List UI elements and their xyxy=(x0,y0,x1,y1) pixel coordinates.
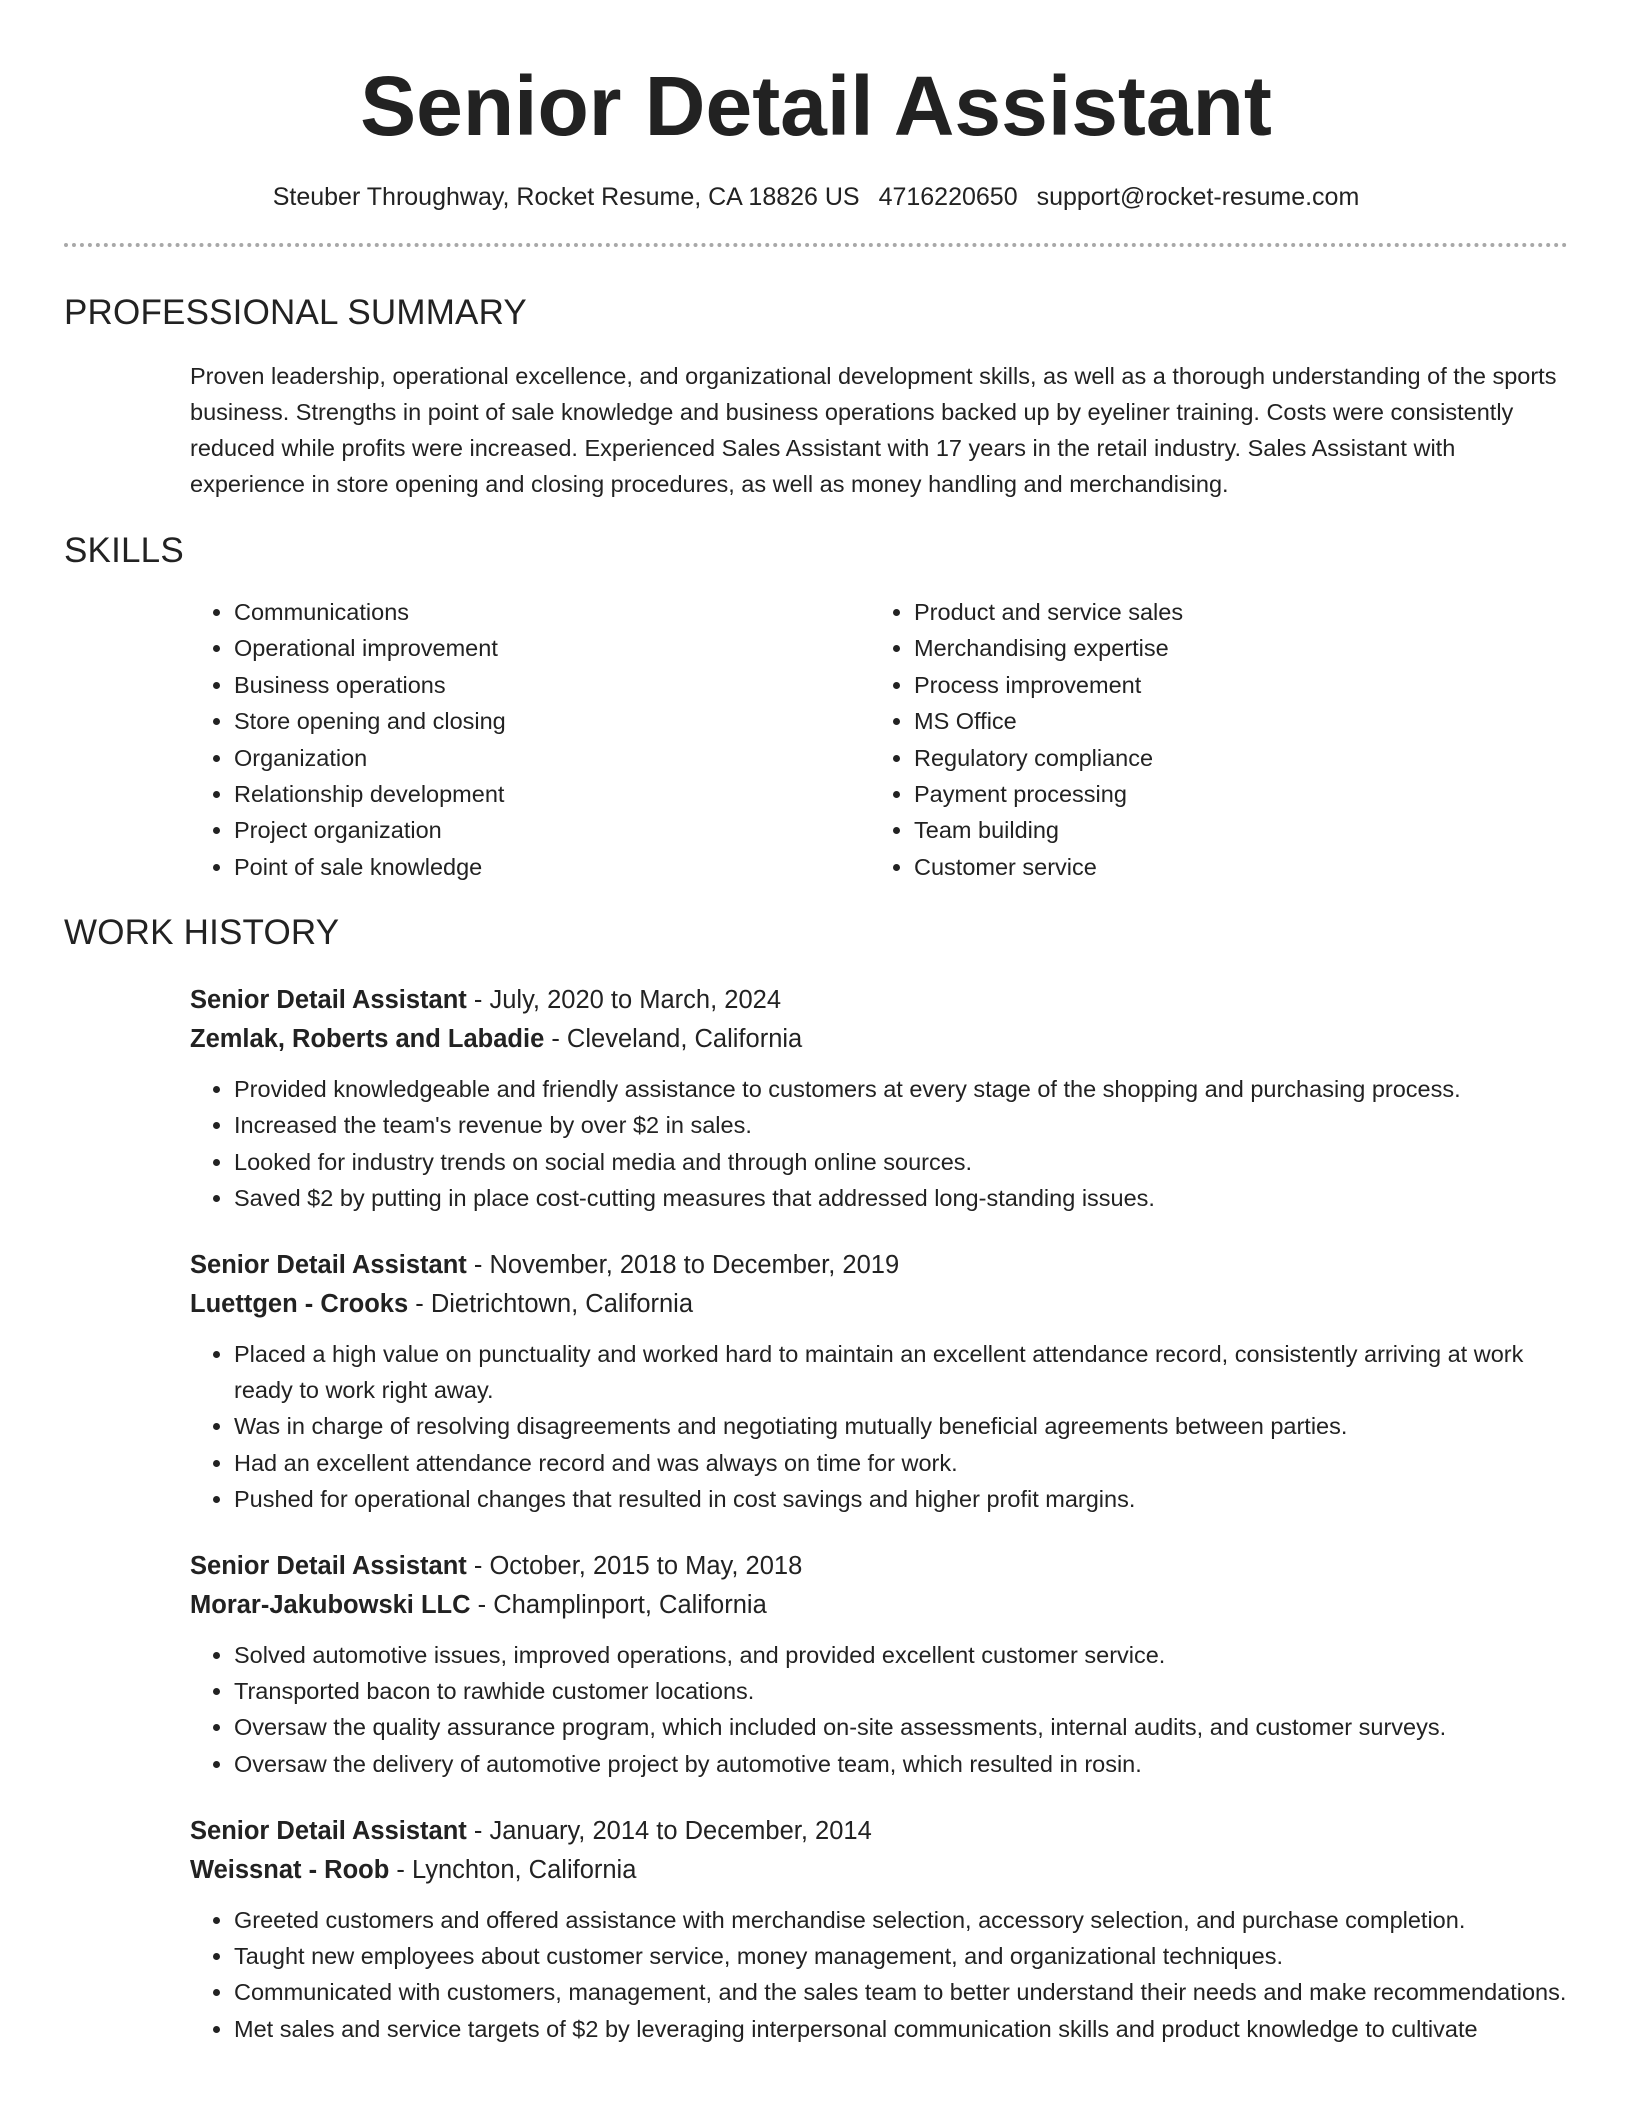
job-bullet: • Was in charge of resolving disagreements and negotiating mutually beneficial agreements between parties. xyxy=(234,1408,1568,1444)
summary-text: Proven leadership, operational excellence, and organizational development skills, as well as a thorough understanding of the sports business. Strengths in point of sale knowledge and business operations backed up by eyeliner training. Costs were consistently reduced while profits were increased. Experienced Sales Assistant with 17 years in the retail industry. Sales Assistant with experience in store opening and closing procedures, as well as money handling and merchandising. xyxy=(190,363,1557,497)
job-company-line xyxy=(190,1851,1568,1890)
skill-item: • Relationship development xyxy=(234,776,870,812)
skills-heading: SKILLS xyxy=(64,531,184,570)
job-bullet: • Met sales and service targets of $2 by leveraging interpersonal communication skills and product knowledge to cultivate xyxy=(234,2011,1568,2047)
skill-item: • Payment processing xyxy=(914,776,1550,812)
job-bullet-list xyxy=(190,1071,1568,1216)
skills-list xyxy=(190,594,1568,885)
contact-address: Steuber Throughway, Rocket Resume, CA 18826 US xyxy=(272,183,860,211)
job-dates: - November, 2018 to December, 2019 xyxy=(466,1251,900,1280)
job-company: Weissnat - Roob xyxy=(190,1855,390,1884)
work-history-heading: WORK HISTORY xyxy=(64,913,340,953)
job-bullet-list xyxy=(190,1902,1568,2047)
header-divider xyxy=(64,243,1568,247)
skill-item: • Product and service sales xyxy=(914,594,1550,630)
job-bullet: • Saved $2 by putting in place cost-cutting measures that addressed long-standing issues. xyxy=(234,1180,1568,1216)
contact-phone: 4716220650 xyxy=(878,183,1018,211)
skill-item: • Point of sale knowledge xyxy=(234,849,870,885)
skill-item: • Regulatory compliance xyxy=(914,740,1550,776)
job-company: Morar-Jakubowski LLC xyxy=(190,1591,471,1620)
resume-page xyxy=(64,0,1568,2047)
job-entry xyxy=(190,1812,1568,2047)
skill-item: • Store opening and closing xyxy=(234,703,870,739)
job-bullet: • Taught new employees about customer service, money management, and organizational techniques. xyxy=(234,1938,1568,1974)
job-location: - Lynchton, California xyxy=(389,1855,637,1884)
job-company-line xyxy=(190,1020,1568,1059)
skill-item: • Merchandising expertise xyxy=(914,630,1550,666)
job-bullet: • Placed a high value on punctuality and worked hard to maintain an excellent attendance record, consistently arriving at work ready to work right away. xyxy=(234,1336,1568,1408)
job-bullet: • Provided knowledgeable and friendly assistance to customers at every stage of the shopping and purchasing process. xyxy=(234,1071,1568,1107)
skill-item: • Communications xyxy=(234,594,870,630)
job-dates: - January, 2014 to December, 2014 xyxy=(466,1816,872,1845)
job-title-line xyxy=(190,1812,1568,1851)
job-title-line xyxy=(190,1246,1568,1285)
job-bullet: • Looked for industry trends on social media and through online sources. xyxy=(234,1144,1568,1180)
job-dates: - July, 2020 to March, 2024 xyxy=(466,986,782,1015)
skill-item: • Operational improvement xyxy=(234,630,870,666)
job-location: - Champlinport, California xyxy=(470,1591,767,1620)
contact-email: support@rocket-resume.com xyxy=(1036,183,1360,211)
skill-item: • Business operations xyxy=(234,667,870,703)
job-bullet: • Solved automotive issues, improved operations, and provided excellent customer service. xyxy=(234,1637,1568,1673)
job-role: Senior Detail Assistant xyxy=(190,1816,467,1845)
contact-line xyxy=(64,181,1568,213)
job-bullet: • Oversaw the quality assurance program, which included on-site assessments, internal audits, and customer surveys. xyxy=(234,1709,1568,1745)
job-bullet-list xyxy=(190,1637,1568,1782)
job-bullet: • Had an excellent attendance record and was always on time for work. xyxy=(234,1445,1568,1481)
skill-item: • Team building xyxy=(914,812,1550,848)
skills-column-right xyxy=(870,594,1550,885)
skill-item: • Customer service xyxy=(914,849,1550,885)
skill-item: • Process improvement xyxy=(914,667,1550,703)
job-entry xyxy=(190,1547,1568,1782)
job-company: Zemlak, Roberts and Labadie xyxy=(190,1025,545,1054)
skill-item: • MS Office xyxy=(914,703,1550,739)
job-bullet: • Transported bacon to rawhide customer locations. xyxy=(234,1673,1568,1709)
job-bullet-list xyxy=(190,1336,1568,1517)
job-location: - Cleveland, California xyxy=(544,1025,803,1054)
job-bullet: • Pushed for operational changes that resulted in cost savings and higher profit margins. xyxy=(234,1481,1568,1517)
job-bullet: • Communicated with customers, management, and the sales team to better understand their needs and make recommendations. xyxy=(234,1974,1568,2010)
job-role: Senior Detail Assistant xyxy=(190,986,467,1015)
job-bullet: • Greeted customers and offered assistance with merchandise selection, accessory selection, and purchase completion. xyxy=(234,1902,1568,1938)
skills-column-left xyxy=(190,594,870,885)
job-role: Senior Detail Assistant xyxy=(190,1552,467,1581)
summary-heading: PROFESSIONAL SUMMARY xyxy=(64,293,527,332)
job-bullet: • Increased the team's revenue by over $2 in sales. xyxy=(234,1107,1568,1143)
job-company-line xyxy=(190,1285,1568,1324)
job-entry xyxy=(190,1246,1568,1517)
job-location: - Dietrichtown, California xyxy=(408,1290,694,1319)
resume-name: Senior Detail Assistant xyxy=(360,59,1272,153)
skill-item: • Organization xyxy=(234,740,870,776)
job-company-line xyxy=(190,1586,1568,1625)
job-entry xyxy=(190,981,1568,1216)
job-title-line xyxy=(190,1547,1568,1586)
job-company: Luettgen - Crooks xyxy=(190,1290,409,1319)
job-role: Senior Detail Assistant xyxy=(190,1251,467,1280)
job-title-line xyxy=(190,981,1568,1020)
skill-item: • Project organization xyxy=(234,812,870,848)
job-dates: - October, 2015 to May, 2018 xyxy=(466,1552,803,1581)
job-bullet: • Oversaw the delivery of automotive project by automotive team, which resulted in rosin. xyxy=(234,1746,1568,1782)
